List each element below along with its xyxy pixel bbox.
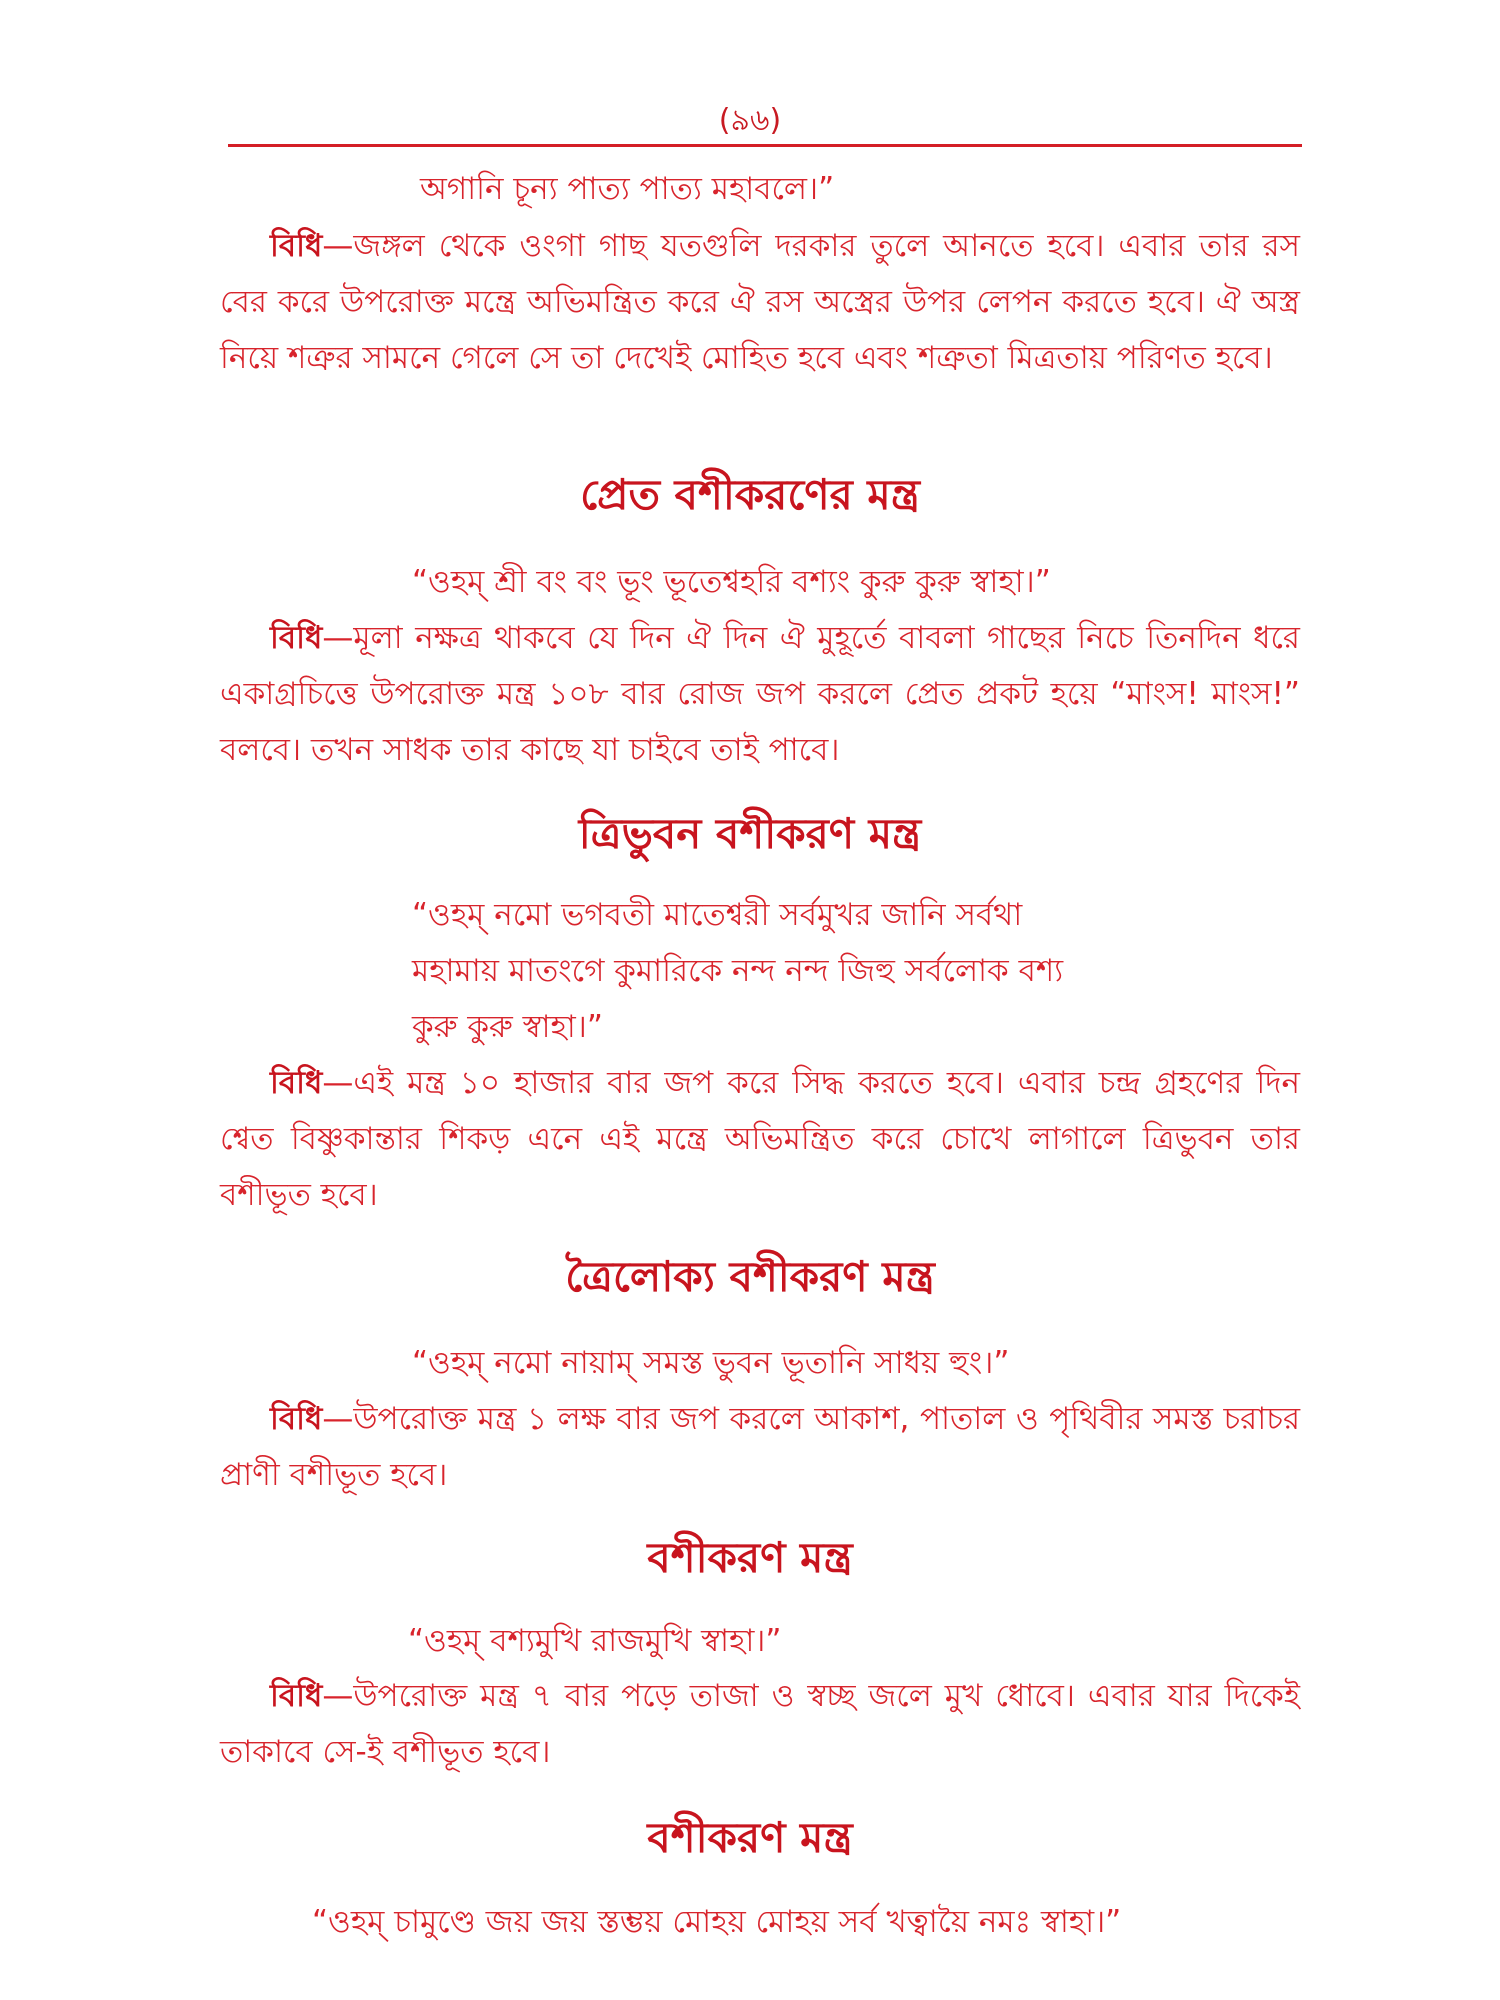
vidhi-text [220, 218, 1300, 386]
mantra-verse [412, 887, 1063, 1055]
mantra-continuation: অগানি চূন্য পাত্য পাত্য মহাবলে।” [420, 171, 835, 207]
mantra-line: কুরু কুরু স্বাহা।” [412, 1009, 603, 1045]
vidhi-label: বিধি [270, 1401, 323, 1437]
vidhi-body: —এই মন্ত্র ১০ হাজার বার জপ করে সিদ্ধ করতে হবে। এবার চন্দ্র গ্রহণের দিন শ্বেত বিষ্ণুকান্তার শিকড় এনে এই মন্ত্রে অভিমন্ত্রিত করে চোখে লাগালে ত্রিভুবন তার বশীভূত হবে। [220, 1065, 1300, 1213]
vidhi-body: —উপরোক্ত মন্ত্র ৭ বার পড়ে তাজা ও স্বচ্ছ জলে মুখ ধোবে। এবার যার দিকেই তাকাবে সে-ই বশীভূত হবে। [220, 1678, 1300, 1770]
vidhi-body: —জঙ্গল থেকে ওংগা গাছ যতগুলি দরকার তুলে আনতে হবে। এবার তার রস বের করে উপরোক্ত মন্ত্রে অভিমন্ত্রিত করে ঐ রস অস্ত্রের উপর লেপন করতে হবে। ঐ অস্ত্র নিয়ে শত্রুর সামনে গেলে সে তা দেখেই মোহিত হবে এবং শত্রুতা মিত্রতায় পরিণত হবে। [220, 228, 1300, 376]
vidhi-text [220, 610, 1300, 778]
vidhi-paragraph-2 [220, 610, 1300, 778]
section-heading: ত্রিভুবন বশীকরণ মন্ত্র [578, 809, 922, 858]
page-number: (৯৬) [718, 103, 782, 138]
section-heading: প্রেত বশীকরণের মন্ত্র [580, 470, 920, 519]
mantra-line: “ওহম্ নমো নায়াম্ সমস্ত ভুবন ভূতানি সাধয় হুং।” [412, 1345, 1010, 1381]
vidhi-label: বিধি [270, 620, 323, 656]
vidhi-paragraph-3 [220, 1055, 1300, 1223]
vidhi-label: বিধি [270, 1678, 323, 1714]
vidhi-text [220, 1668, 1300, 1780]
vidhi-text [220, 1055, 1300, 1223]
vidhi-text [220, 1391, 1300, 1503]
vidhi-paragraph-1 [220, 218, 1300, 386]
vidhi-body: —মূলা নক্ষত্র থাকবে যে দিন ঐ দিন ঐ মুহূর্তে বাবলা গাছের নিচে তিনদিন ধরে একাগ্রচিত্তে উপরোক্ত মন্ত্র ১০৮ বার রোজ জপ করলে প্রেত প্রকট হয়ে “মাংস! মাংস!” বলবে। তখন সাধক তার কাছে যা চাইবে তাই পাবে। [220, 620, 1300, 768]
vidhi-body: —উপরোক্ত মন্ত্র ১ লক্ষ বার জপ করলে আকাশ, পাতাল ও পৃথিবীর সমস্ত চরাচর প্রাণী বশীভূত হবে। [220, 1401, 1300, 1493]
mantra-line: “ওহম্ শ্রী বং বং ভূং ভূতেশ্বহরি বশ্যং কুরু কুরু স্বাহা।” [412, 564, 1051, 600]
mantra-line: “ওহম্ নমো ভগবতী মাতেশ্বরী সর্বমুখর জানি সর্বথা [412, 897, 1023, 933]
section-heading: বশীকরণ মন্ত্র [647, 1813, 853, 1862]
vidhi-paragraph-5 [220, 1668, 1300, 1780]
section-heading: ত্রৈলোক্য বশীকরণ মন্ত্র [565, 1252, 935, 1301]
mantra-line: “ওহম্ চামুণ্ডে জয় জয় স্তম্ভয় মোহয় মোহয় সর্ব খত্বায়ৈ নমঃ স্বাহা।” [312, 1904, 1122, 1940]
vidhi-label: বিধি [270, 1065, 323, 1101]
mantra-line: মহামায় মাতংগে কুমারিকে নন্দ নন্দ জিহু সর্বলোক বশ্য [412, 953, 1064, 989]
mantra-line: “ওহম্ বশ্যমুখি রাজমুখি স্বাহা।” [408, 1623, 782, 1659]
vidhi-paragraph-4 [220, 1391, 1300, 1503]
vidhi-label: বিধি [270, 228, 323, 264]
section-heading: বশীকরণ মন্ত্র [647, 1533, 853, 1582]
header-rule [228, 144, 1302, 147]
